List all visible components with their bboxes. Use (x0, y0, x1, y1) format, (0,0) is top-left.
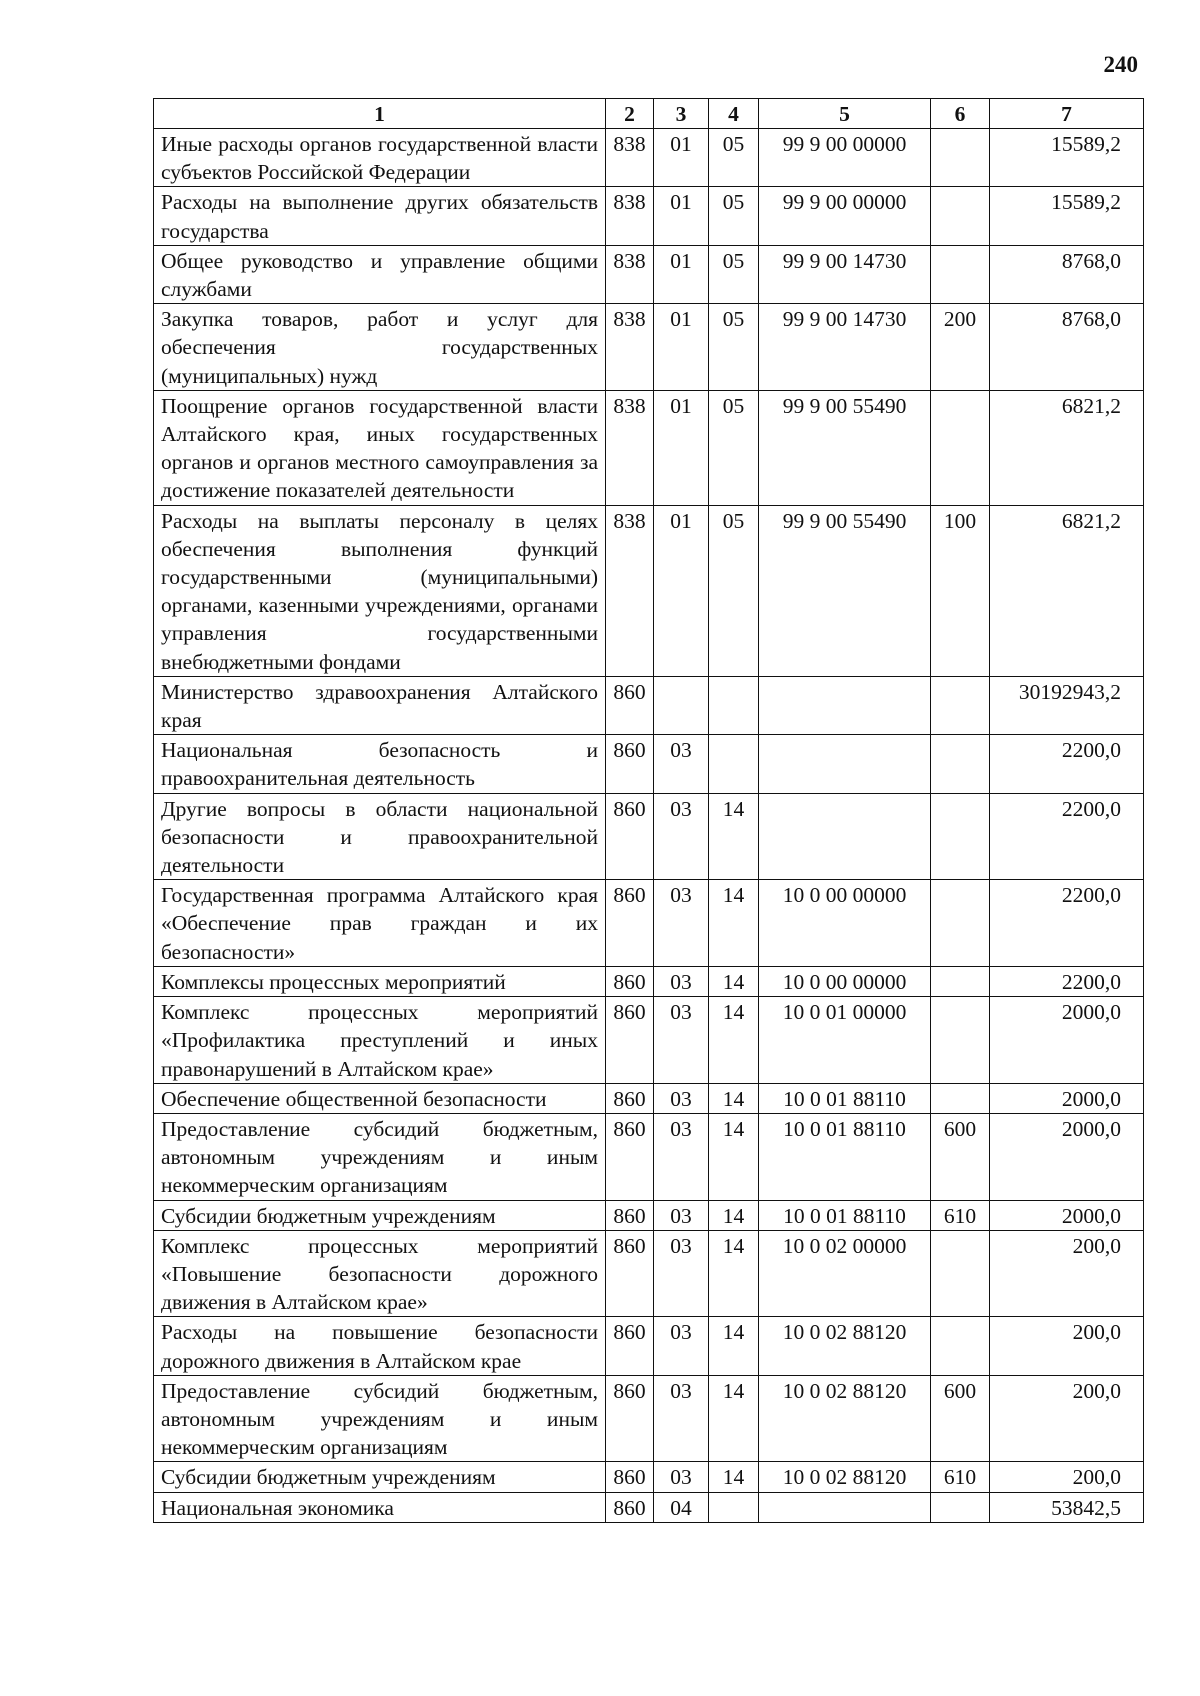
table-row (154, 676, 1144, 734)
subsection-code-cell: 05 (709, 187, 759, 245)
table-row (154, 997, 1144, 1084)
section-code-cell: 01 (654, 245, 709, 303)
expense-type-cell (931, 245, 990, 303)
expense-type-cell (931, 390, 990, 505)
table-row (154, 880, 1144, 967)
table-row (154, 1462, 1144, 1492)
subsection-code-cell: 14 (709, 1113, 759, 1200)
amount-cell: 2000,0 (990, 1083, 1144, 1113)
target-article-cell: 10 0 01 88110 (759, 1083, 931, 1113)
amount-cell: 8768,0 (990, 304, 1144, 391)
section-code-cell: 01 (654, 187, 709, 245)
table-row (154, 1113, 1144, 1200)
subsection-code-cell (709, 676, 759, 734)
subsection-code-cell (709, 1492, 759, 1522)
expense-name-cell: Субсидии бюджетным учреждениям (154, 1200, 606, 1230)
section-code-cell: 03 (654, 1113, 709, 1200)
expense-name-cell: Обеспечение общественной безопасности (154, 1083, 606, 1113)
header-col-3: 3 (654, 99, 709, 129)
ministry-code-cell: 860 (606, 1113, 654, 1200)
ministry-code-cell: 860 (606, 1375, 654, 1462)
target-article-cell: 10 0 00 00000 (759, 966, 931, 996)
amount-cell: 6821,2 (990, 390, 1144, 505)
amount-cell: 2200,0 (990, 735, 1144, 793)
expense-type-cell: 600 (931, 1113, 990, 1200)
header-col-7: 7 (990, 99, 1144, 129)
subsection-code-cell: 14 (709, 1200, 759, 1230)
subsection-code-cell: 14 (709, 997, 759, 1084)
ministry-code-cell: 860 (606, 1200, 654, 1230)
target-article-cell (759, 735, 931, 793)
expense-type-cell (931, 997, 990, 1084)
ministry-code-cell: 860 (606, 1317, 654, 1375)
target-article-cell: 99 9 00 00000 (759, 129, 931, 187)
expense-type-cell: 200 (931, 304, 990, 391)
expense-type-cell (931, 676, 990, 734)
section-code-cell: 03 (654, 1317, 709, 1375)
amount-cell: 30192943,2 (990, 676, 1144, 734)
table-row (154, 187, 1144, 245)
target-article-cell: 10 0 02 88120 (759, 1462, 931, 1492)
table-row (154, 793, 1144, 880)
section-code-cell: 03 (654, 880, 709, 967)
subsection-code-cell: 05 (709, 390, 759, 505)
table-row (154, 505, 1144, 676)
target-article-cell: 10 0 02 88120 (759, 1375, 931, 1462)
expense-name-cell: Предоставление субсидий бюджетным, автономным учреждениям и иным некоммерческим организациям (154, 1113, 606, 1200)
ministry-code-cell: 860 (606, 997, 654, 1084)
expense-name-cell: Национальная безопасность и правоохранительная деятельность (154, 735, 606, 793)
subsection-code-cell (709, 735, 759, 793)
header-col-4: 4 (709, 99, 759, 129)
section-code-cell: 03 (654, 1462, 709, 1492)
subsection-code-cell: 14 (709, 1230, 759, 1317)
subsection-code-cell: 05 (709, 505, 759, 676)
section-code-cell: 03 (654, 997, 709, 1084)
ministry-code-cell: 838 (606, 390, 654, 505)
expense-type-cell: 610 (931, 1462, 990, 1492)
section-code-cell: 03 (654, 1230, 709, 1317)
subsection-code-cell: 14 (709, 1317, 759, 1375)
expense-type-cell: 600 (931, 1375, 990, 1462)
ministry-code-cell: 860 (606, 880, 654, 967)
section-code-cell: 01 (654, 390, 709, 505)
amount-cell: 8768,0 (990, 245, 1144, 303)
amount-cell: 2000,0 (990, 997, 1144, 1084)
amount-cell: 2000,0 (990, 1113, 1144, 1200)
amount-cell: 200,0 (990, 1317, 1144, 1375)
expense-name-cell: Комплексы процессных мероприятий (154, 966, 606, 996)
target-article-cell: 99 9 00 14730 (759, 245, 931, 303)
table-row (154, 1230, 1144, 1317)
section-code-cell: 01 (654, 304, 709, 391)
section-code-cell: 04 (654, 1492, 709, 1522)
expense-name-cell: Национальная экономика (154, 1492, 606, 1522)
expense-type-cell (931, 966, 990, 996)
section-code-cell: 01 (654, 129, 709, 187)
table-row (154, 1083, 1144, 1113)
subsection-code-cell: 14 (709, 1083, 759, 1113)
ministry-code-cell: 860 (606, 1492, 654, 1522)
expense-name-cell: Комплекс процессных мероприятий «Повышение безопасности дорожного движения в Алтайском крае» (154, 1230, 606, 1317)
expense-name-cell: Другие вопросы в области национальной безопасности и правоохранительной деятельности (154, 793, 606, 880)
target-article-cell: 99 9 00 55490 (759, 390, 931, 505)
expense-type-cell (931, 793, 990, 880)
expense-name-cell: Государственная программа Алтайского края «Обеспечение прав граждан и их безопасности» (154, 880, 606, 967)
target-article-cell: 10 0 01 88110 (759, 1200, 931, 1230)
target-article-cell (759, 676, 931, 734)
expense-type-cell (931, 735, 990, 793)
ministry-code-cell: 838 (606, 187, 654, 245)
target-article-cell: 10 0 02 00000 (759, 1230, 931, 1317)
ministry-code-cell: 860 (606, 735, 654, 793)
ministry-code-cell: 860 (606, 793, 654, 880)
expense-type-cell (931, 1492, 990, 1522)
table-row (154, 1200, 1144, 1230)
expense-type-cell (931, 1230, 990, 1317)
ministry-code-cell: 860 (606, 966, 654, 996)
header-row (154, 99, 1144, 129)
page-number: 240 (1103, 52, 1138, 77)
section-code-cell: 03 (654, 1200, 709, 1230)
section-code-cell: 01 (654, 505, 709, 676)
expense-type-cell (931, 1083, 990, 1113)
subsection-code-cell: 14 (709, 966, 759, 996)
expense-type-cell (931, 187, 990, 245)
table-row (154, 1492, 1144, 1522)
amount-cell: 2200,0 (990, 793, 1144, 880)
target-article-cell: 10 0 01 88110 (759, 1113, 931, 1200)
expense-type-cell (931, 1317, 990, 1375)
section-code-cell: 03 (654, 1083, 709, 1113)
table-row (154, 390, 1144, 505)
header-col-2: 2 (606, 99, 654, 129)
expense-type-cell: 100 (931, 505, 990, 676)
expense-name-cell: Комплекс процессных мероприятий «Профилактика преступлений и иных правонарушений в Алтайском крае» (154, 997, 606, 1084)
amount-cell: 15589,2 (990, 129, 1144, 187)
section-code-cell: 03 (654, 793, 709, 880)
expense-type-cell: 610 (931, 1200, 990, 1230)
amount-cell: 53842,5 (990, 1492, 1144, 1522)
target-article-cell: 10 0 00 00000 (759, 880, 931, 967)
ministry-code-cell: 860 (606, 1083, 654, 1113)
expense-name-cell: Общее руководство и управление общими службами (154, 245, 606, 303)
subsection-code-cell: 05 (709, 245, 759, 303)
ministry-code-cell: 838 (606, 245, 654, 303)
expense-type-cell (931, 129, 990, 187)
table-row (154, 735, 1144, 793)
subsection-code-cell: 14 (709, 1375, 759, 1462)
expense-name-cell: Закупка товаров, работ и услуг для обеспечения государственных (муниципальных) нужд (154, 304, 606, 391)
amount-cell: 200,0 (990, 1462, 1144, 1492)
subsection-code-cell: 14 (709, 1462, 759, 1492)
expense-name-cell: Министерство здравоохранения Алтайского края (154, 676, 606, 734)
ministry-code-cell: 838 (606, 304, 654, 391)
target-article-cell: 99 9 00 55490 (759, 505, 931, 676)
header-col-6: 6 (931, 99, 990, 129)
section-code-cell: 03 (654, 1375, 709, 1462)
table-row (154, 1375, 1144, 1462)
table-row (154, 966, 1144, 996)
table-row (154, 1317, 1144, 1375)
target-article-cell (759, 793, 931, 880)
target-article-cell: 10 0 01 00000 (759, 997, 931, 1084)
ministry-code-cell: 838 (606, 505, 654, 676)
table-row (154, 129, 1144, 187)
amount-cell: 2200,0 (990, 966, 1144, 996)
section-code-cell: 03 (654, 735, 709, 793)
subsection-code-cell: 14 (709, 880, 759, 967)
amount-cell: 15589,2 (990, 187, 1144, 245)
expense-type-cell (931, 880, 990, 967)
expense-name-cell: Субсидии бюджетным учреждениям (154, 1462, 606, 1492)
ministry-code-cell: 860 (606, 1230, 654, 1317)
expense-name-cell: Расходы на выполнение других обязательств государства (154, 187, 606, 245)
expense-name-cell: Расходы на повышение безопасности дорожного движения в Алтайском крае (154, 1317, 606, 1375)
amount-cell: 2000,0 (990, 1200, 1144, 1230)
target-article-cell: 99 9 00 00000 (759, 187, 931, 245)
table-row (154, 304, 1144, 391)
amount-cell: 200,0 (990, 1230, 1144, 1317)
table-body (154, 129, 1144, 1523)
table-row (154, 245, 1144, 303)
expense-name-cell: Иные расходы органов государственной власти субъектов Российской Федерации (154, 129, 606, 187)
expense-name-cell: Расходы на выплаты персоналу в целях обеспечения выполнения функций государственными (муниципальными) органами, казенными учреждениями, органами управления государственными внебюджетными фондами (154, 505, 606, 676)
budget-table (153, 98, 1144, 1523)
expense-name-cell: Предоставление субсидий бюджетным, автономным учреждениям и иным некоммерческим организациям (154, 1375, 606, 1462)
ministry-code-cell: 860 (606, 676, 654, 734)
header-col-5: 5 (759, 99, 931, 129)
subsection-code-cell: 05 (709, 304, 759, 391)
ministry-code-cell: 838 (606, 129, 654, 187)
section-code-cell (654, 676, 709, 734)
amount-cell: 200,0 (990, 1375, 1144, 1462)
target-article-cell (759, 1492, 931, 1522)
amount-cell: 6821,2 (990, 505, 1144, 676)
expense-name-cell: Поощрение органов государственной власти Алтайского края, иных государственных органов и органов местного самоуправления за достижение показателей деятельности (154, 390, 606, 505)
section-code-cell: 03 (654, 966, 709, 996)
subsection-code-cell: 05 (709, 129, 759, 187)
amount-cell: 2200,0 (990, 880, 1144, 967)
target-article-cell: 99 9 00 14730 (759, 304, 931, 391)
target-article-cell: 10 0 02 88120 (759, 1317, 931, 1375)
subsection-code-cell: 14 (709, 793, 759, 880)
header-col-1: 1 (154, 99, 606, 129)
ministry-code-cell: 860 (606, 1462, 654, 1492)
